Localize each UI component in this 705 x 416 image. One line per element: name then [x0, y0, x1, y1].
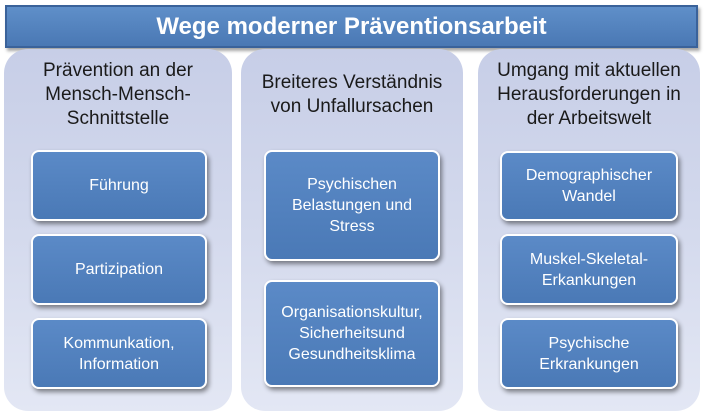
box-psychische-belastungen: Psychischen Belastungen und Stress	[264, 150, 440, 261]
box-fuehrung: Führung	[31, 150, 207, 221]
diagram-title: Wege moderner Präventionsarbeit	[5, 5, 698, 48]
box-demographischer-wandel: Demographischer Wandel	[500, 151, 678, 221]
box-kommunikation-information: Kommunkation, Information	[31, 318, 207, 389]
column-heading: Prävention an der Mensch-Mensch- Schnittstelle	[43, 60, 193, 129]
column-heading: Breiteres Verständnis von Unfallursachen	[261, 72, 443, 117]
box-psychische-erkrankungen: Psychische Erkrankungen	[500, 318, 678, 389]
box-partizipation: Partizipation	[31, 234, 207, 305]
box-organisationskultur: Organisationskultur, Sicherheitsund Gesundheitsklima	[264, 280, 440, 387]
box-muskel-skeletal-erkrankungen: Muskel-Skeletal- Erkankungen	[500, 234, 678, 305]
column-heading: Umgang mit aktuellen Herausforderungen in der Arbeitswelt	[497, 60, 681, 129]
